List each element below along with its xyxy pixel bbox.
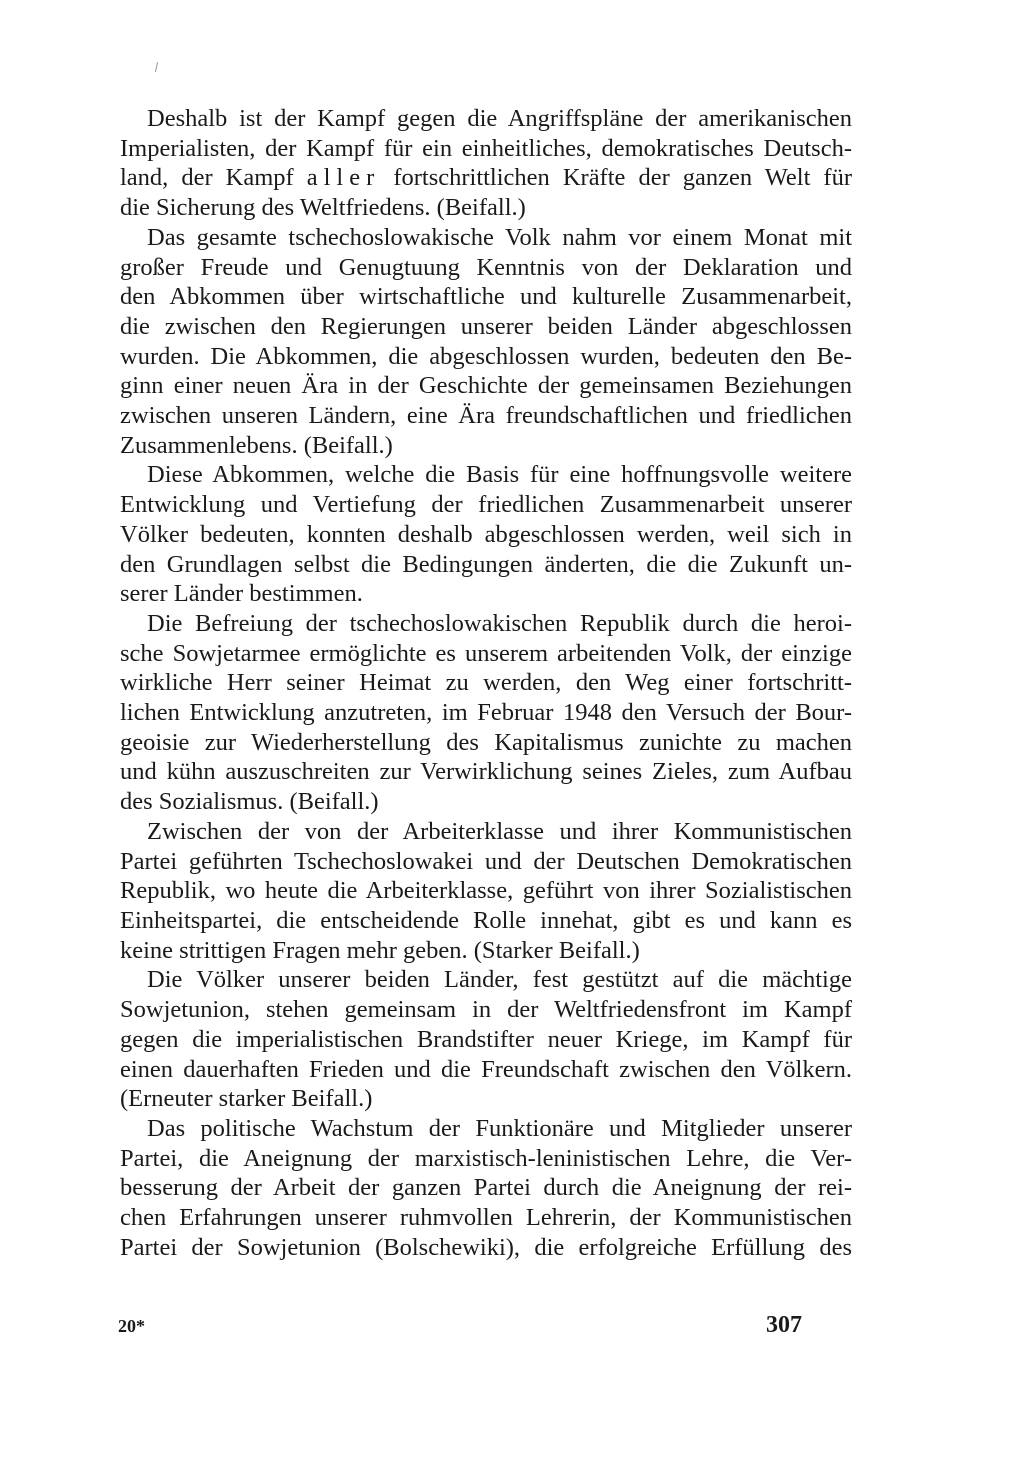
body-text <box>120 104 852 1262</box>
text-line: chen Erfahrungen unserer ruhmvollen Lehrerin, der Kommunistischen <box>120 1204 852 1232</box>
text-line: wurden. Die Abkommen, die abgeschlossen wurden, bedeuten den Be- <box>120 342 852 370</box>
paragraph-7 <box>120 1114 852 1263</box>
text-line: den Abkommen über wirtschaftliche und kulturelle Zusammenarbeit, <box>120 283 852 311</box>
paragraph-2 <box>120 223 852 461</box>
text-line: Diese Abkommen, welche die Basis für eine hoffnungsvolle weitere <box>147 461 852 489</box>
text-line: die Sicherung des Weltfriedens. (Beifall.) <box>120 194 526 222</box>
text-line: den Grundlagen selbst die Bedingungen änderten, die die Zukunft un- <box>120 550 852 578</box>
paragraph-4 <box>120 609 852 817</box>
text-line: lichen Entwicklung anzutreten, im Februar 1948 den Versuch der Bour- <box>120 699 852 727</box>
paragraph-5 <box>120 817 852 966</box>
text-line: gegen die imperialistischen Brandstifter neuer Kriege, im Kampf für <box>120 1025 852 1053</box>
text-line: Sowjetunion, stehen gemeinsam in der Weltfriedensfront im Kampf <box>120 996 852 1024</box>
text-line: großer Freude und Genugtuung Kenntnis von der Deklaration und <box>120 253 852 281</box>
text-line: sche Sowjetarmee ermöglichte es unserem arbeitenden Volk, der einzige <box>120 639 852 667</box>
paragraph-3 <box>120 460 852 609</box>
text-line: Die Befreiung der tschechoslowakischen Republik durch die heroi- <box>147 609 852 637</box>
signature-mark: 20* <box>118 1316 145 1336</box>
text-line: Imperialisten, der Kampf für ein einheitliches, demokratisches Deutsch- <box>120 134 852 162</box>
text-line: besserung der Arbeit der ganzen Partei durch die Aneignung der rei- <box>120 1174 852 1202</box>
text-line: Republik, wo heute die Arbeiterklasse, geführt von ihrer Sozialistischen <box>120 877 852 905</box>
paragraph-1 <box>120 104 852 223</box>
text-line: Einheitspartei, die entscheidende Rolle innehat, gibt es und kann es <box>120 906 852 934</box>
text-line: einen dauerhaften Frieden und die Freundschaft zwischen den Völkern. <box>120 1055 852 1083</box>
text-line: Das politische Wachstum der Funktionäre und Mitglieder unserer <box>147 1114 852 1142</box>
text-line: ginn einer neuen Ära in der Geschichte der gemeinsamen Beziehungen <box>120 372 852 400</box>
text-line: Zwischen der von der Arbeiterklasse und ihrer Kommunistischen <box>147 817 852 845</box>
text-line: wirkliche Herr seiner Heimat zu werden, den Weg einer fortschritt- <box>120 669 852 697</box>
text-line: land, der Kampf aller fortschrittlichen Kräfte der ganzen Welt für <box>120 164 852 192</box>
page-number: 307 <box>766 1312 802 1338</box>
stray-mark <box>155 62 158 72</box>
text-line: keine strittigen Fragen mehr geben. (Starker Beifall.) <box>120 936 640 964</box>
text-line: Entwicklung und Vertiefung der friedlichen Zusammenarbeit unserer <box>120 491 852 519</box>
text-line: Das gesamte tschechoslowakische Volk nahm vor einem Monat mit <box>147 223 852 251</box>
text-line: Deshalb ist der Kampf gegen die Angriffspläne der amerikanischen <box>147 105 852 132</box>
text-line: Völker bedeuten, konnten deshalb abgeschlossen werden, weil sich in <box>120 520 852 548</box>
text-line: des Sozialismus. (Beifall.) <box>120 788 379 816</box>
text-line: geoisie zur Wiederherstellung des Kapitalismus zunichte zu machen <box>120 728 852 756</box>
text-line: serer Länder bestimmen. <box>120 580 363 608</box>
paragraph-6 <box>120 965 852 1114</box>
text-line: Partei, die Aneignung der marxistisch-leninistischen Lehre, die Ver- <box>120 1144 852 1172</box>
text-line: und kühn auszuschreiten zur Verwirklichung seines Zieles, zum Aufbau <box>120 758 852 786</box>
text-line: Partei geführten Tschechoslowakei und der Deutschen Demokratischen <box>120 847 852 875</box>
text-line: die zwischen den Regierungen unserer beiden Länder abgeschlossen <box>120 312 852 340</box>
text-line: Partei der Sowjetunion (Bolschewiki), die erfolgreiche Erfüllung des <box>120 1233 852 1261</box>
text-line: zwischen unseren Ländern, eine Ära freundschaftlichen und friedlichen <box>120 402 852 430</box>
text-line: Zusammenlebens. (Beifall.) <box>120 431 393 459</box>
text-line: (Erneuter starker Beifall.) <box>120 1085 373 1113</box>
text-line: Die Völker unserer beiden Länder, fest gestützt auf die mächtige <box>147 966 852 994</box>
